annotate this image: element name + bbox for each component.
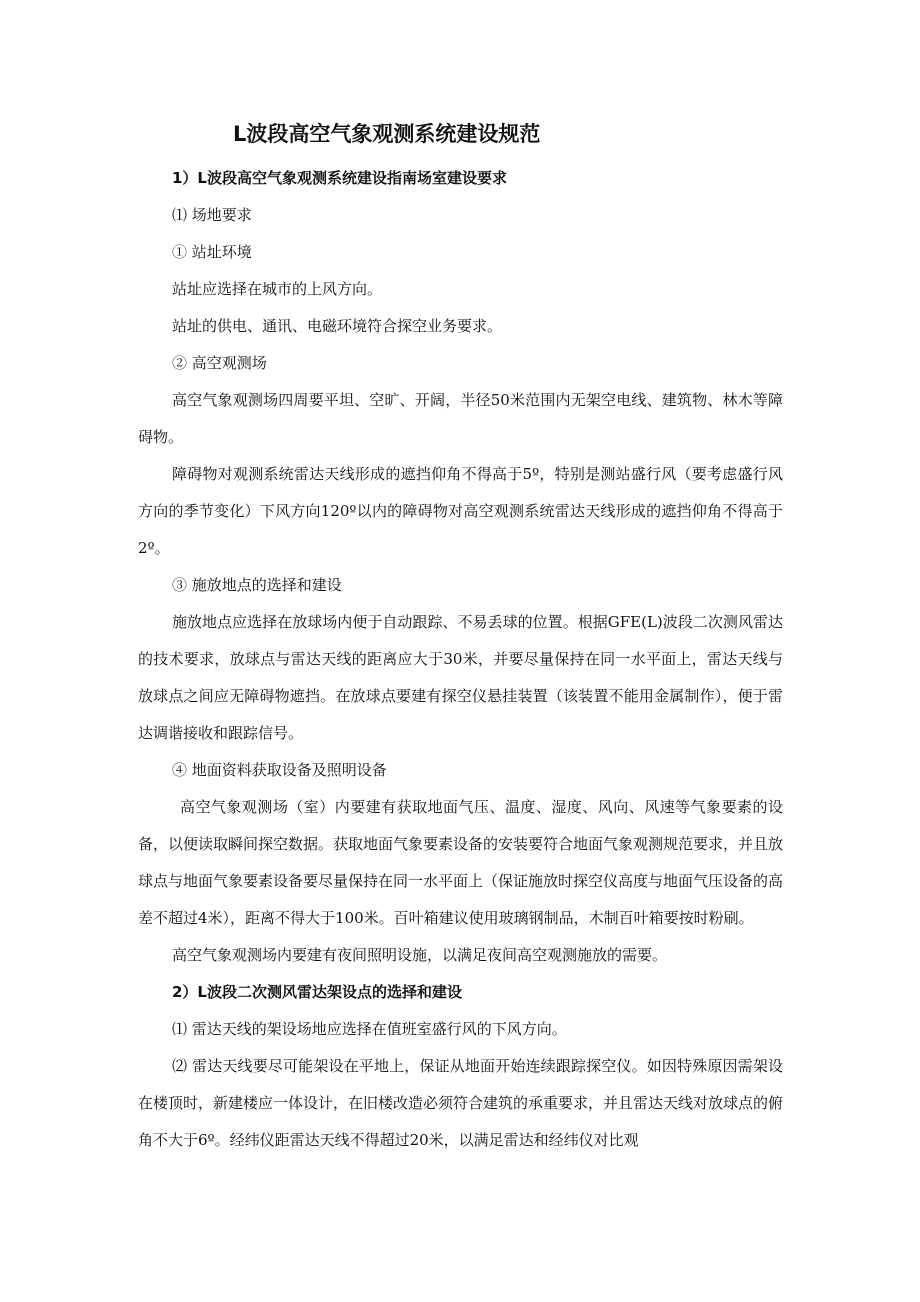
paragraph-radar-mounting: ⑵ 雷达天线要尽可能架设在平地上，保证从地面开始连续跟踪探空仪。如因特殊原因需架设在楼顶时，新建楼应一体设计，在旧楼改造必须符合建筑的承重要求，并且雷达天线对放球点的俯角不大于6º。经纬仪距雷达天线不得超过20米，以满足雷达和经纬仪对比观 — [138, 1057, 784, 1149]
paragraph-site-power: 站址的供电、通讯、电磁环境符合探空业务要求。 — [172, 317, 503, 335]
paragraph-field-surroundings: 高空气象观测场四周要平坦、空旷、开阔，半径50米范围内无架空电线、建筑物、林木等障碍物。 — [138, 391, 783, 446]
item-launch-site: ③ 施放地点的选择和建设 — [172, 576, 342, 594]
paragraph-launch-site: 施放地点应选择在放球场内便于自动跟踪、不易丢球的位置。根据GFE(L)波段二次测风雷达的技术要求，放球点与雷达天线的距离应大于30米，并要尽量保持在同一水平面上，雷达天线与放球点之间应无障碍物遮挡。在放球点要建有探空仪悬挂装置（该装置不能用金属制作），便于雷达调谐接收和跟踪信号。 — [138, 613, 783, 742]
section-heading-site-construction: 1）L波段高空气象观测系统建设指南场室建设要求 — [172, 169, 507, 187]
item-upper-air-field: ② 高空观测场 — [172, 354, 267, 372]
paragraph-radar-downwind: ⑴ 雷达天线的架设场地应选择在值班室盛行风的下风方向。 — [172, 1020, 567, 1038]
paragraph-obstruction-angle: 障碍物对观测系统雷达天线形成的遮挡仰角不得高于5º，特别是测站盛行风（要考虑盛行风方向的季节变化）下风方向120º以内的障碍物对高空观测系统雷达天线形成的遮挡仰角不得高于2º。 — [138, 465, 783, 557]
paragraph-surface-equipment: 高空气象观测场（室）内要建有获取地面气压、温度、湿度、风向、风速等气象要素的设备，以便读取瞬间探空数据。获取地面气象要素设备的安装要符合地面气象观测规范要求，并且放球点与地面气象要素设备要尽量保持在同一水平面上（保证施放时探空仪高度与地面气压设备的高差不超过4米），距离不得大于100米。百叶箱建议使用玻璃钢制品，木制百叶箱要按时粉刷。 — [138, 798, 784, 927]
document-body — [138, 160, 783, 1159]
subsection-site-requirements: ⑴ 场地要求 — [172, 206, 252, 224]
item-site-environment: ① 站址环境 — [172, 243, 252, 261]
paragraph-site-upwind: 站址应选择在城市的上风方向。 — [172, 280, 383, 298]
paragraph-night-lighting: 高空气象观测场内要建有夜间照明设施，以满足夜间高空观测施放的需要。 — [172, 946, 668, 964]
document-title: L波段高空气象观测系统建设规范 — [233, 122, 541, 146]
section-heading-radar-site: 2）L波段二次测风雷达架设点的选择和建设 — [172, 983, 462, 1001]
item-surface-equipment: ④ 地面资料获取设备及照明设备 — [172, 761, 387, 779]
